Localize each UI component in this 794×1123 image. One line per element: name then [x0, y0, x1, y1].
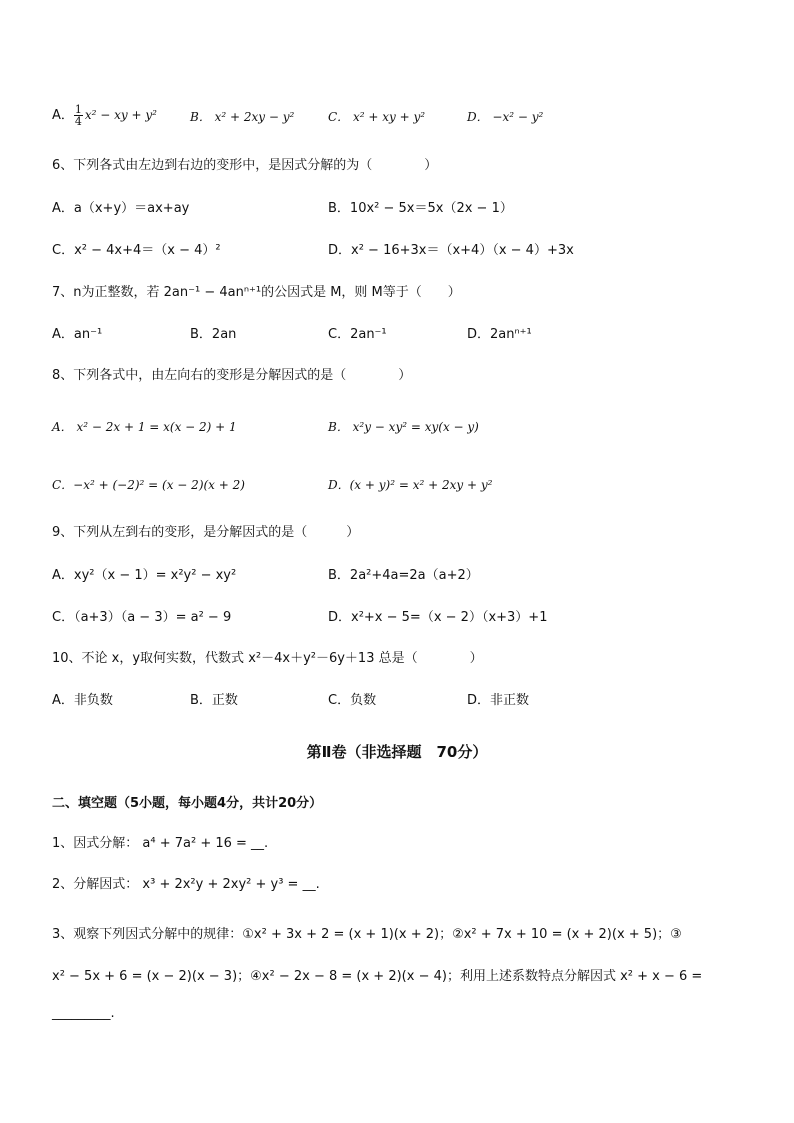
q5-option-a-expression: x² − xy + y²	[84, 108, 157, 122]
q5-fraction-denominator: 4	[74, 115, 82, 128]
q8-option-c: C．−x² + (−2)² = (x − 2)(x + 2)	[52, 478, 245, 492]
fill-q3-line2: x² − 5x + 6 = (x − 2)(x − 3)；④x² − 2x − 8 = (x + 2)(x − 4)；利用上述系数特点分解因式 x² + x − 6 =	[52, 969, 703, 984]
q8-option-d: D．(x + y)² = x² + 2xy + y²	[328, 478, 493, 492]
q10-option-a: A．非负数	[52, 693, 113, 708]
q10-stem: 10、不论 x，y取何实数，代数式 x²－4x＋y²－6y＋13 总是（ ）	[52, 651, 483, 666]
section2-title: 二、填空题（5小题，每小题4分，共计20分）	[52, 796, 323, 811]
q10-option-c: C．负数	[328, 693, 377, 708]
q7-option-a: A．an⁻¹	[52, 327, 103, 342]
q8-option-b: B． x²y − xy² = xy(x − y)	[328, 420, 479, 434]
q5-fraction-numerator: 1	[74, 103, 82, 116]
q6-option-c: C．x² − 4x+4＝（x − 4）²	[52, 243, 221, 258]
q7-option-d: D．2anⁿ⁺¹	[467, 327, 532, 342]
fill-q3-line1: 3、观察下列因式分解中的规律：①x² + 3x + 2 = (x + 1)(x + 2)；②x² + 7x + 10 = (x + 2)(x + 5)；③	[52, 927, 682, 942]
q9-option-d: D．x²+x − 5=（x − 2）（x+3）+1	[328, 610, 548, 625]
q9-option-a: A．xy²（x − 1）= x²y² − xy²	[52, 568, 237, 583]
q7-option-c: C．2an⁻¹	[328, 327, 387, 342]
q8-option-a: A． x² − 2x + 1 = x(x − 2) + 1	[52, 420, 237, 434]
q5-option-a-label: A．	[52, 108, 74, 123]
fill-q3-blank: _________.	[52, 1006, 115, 1021]
q5-option-a	[52, 104, 157, 127]
q5-option-d: D． −x² − y²	[467, 110, 544, 124]
q6-option-b: B．10x² − 5x＝5x（2x − 1）	[328, 201, 513, 216]
q6-option-d: D．x² − 16+3x＝（x+4）（x − 4）+3x	[328, 243, 574, 258]
q9-option-c: C．（a+3）（a − 3）= a² − 9	[52, 610, 232, 625]
q9-stem: 9、下列从左到右的变形，是分解因式的是（ ）	[52, 525, 360, 540]
q5-option-c: C． x² + xy + y²	[328, 110, 426, 124]
q7-stem: 7、n为正整数，若 2an⁻¹ − 4anⁿ⁺¹的公因式是 M，则 M等于（ ）	[52, 285, 461, 300]
q7-option-b: B．2an	[190, 327, 237, 342]
part2-heading: 第Ⅱ卷（非选择题 70分）	[306, 743, 488, 761]
fill-q2: 2、分解因式： x³ + 2x²y + 2xy² + y³ = __.	[52, 877, 320, 892]
q8-stem: 8、下列各式中，由左向右的变形是分解因式的是（ ）	[52, 368, 412, 383]
q6-option-a: A．a（x+y）＝ax+ay	[52, 201, 190, 216]
fill-q1: 1、因式分解： a⁴ + 7a² + 16 = __.	[52, 836, 269, 851]
q10-option-b: B．正数	[190, 693, 238, 708]
q5-option-a-fraction	[74, 104, 83, 127]
q5-option-b: B． x² + 2xy − y²	[190, 110, 295, 124]
q9-option-b: B．2a²+4a=2a（a+2）	[328, 568, 479, 583]
q10-option-d: D．非正数	[467, 693, 530, 708]
q6-stem: 6、下列各式由左边到右边的变形中，是因式分解的为（ ）	[52, 158, 438, 173]
